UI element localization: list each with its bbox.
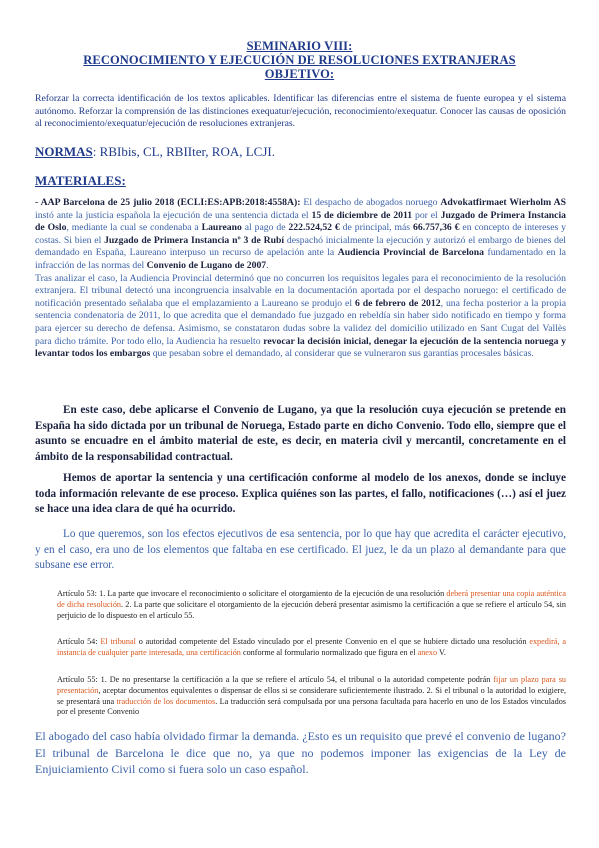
case-citation: - AAP Barcelona de 25 julio 2018 (ECLI:ES:APB:2018:4558A): [35,197,301,208]
normas-text: : RBIbis, CL, RBIIter, ROA, LCJI. [92,144,275,159]
normas-line [35,144,275,160]
normas-label: NORMAS [35,144,93,159]
materiales-label: MATERIALES: [35,173,126,188]
objective-text: Reforzar la correcta identificación de los textos aplicables. Identificar las diferencias entre el sistema de fuente europea y el sistema autónomo. Reforzar la comprensión de las distinciones exequatur/ejecución, reconocimiento/exequatur. Conocer las causas de oposición al reconocimiento/exequatur/ejecución de resoluciones extranjeras. [35,93,566,130]
answer-certificate: Hemos de aportar la sentencia y una certificación conforme al modelo de los anexos, donde se incluye toda información relevante de ese proceso. Explica quiénes son las partes, el fallo, notificaciones (…) así el juez se hace una idea clara de qué ha ocurrido. [35,472,566,515]
closing-paragraph: El abogado del caso había olvidado firmar la demanda. ¿Esto es un requisito que prevé el convenio de lugano? El tribunal de Barcelona le dice que no, ya que no podemos imponer las exigencias de la Ley de Enjuiciamiento Civil como si fuera solo un caso español. [35,729,566,776]
case-paragraph-2: Tras analizar el caso, la Audiencia Provincial determinó que no concurren los requisitos legales para el reconocimiento de la resolución extranjera. El tribunal detectó una incongruencia insalvable en la documentación aportada por el despacho noruego: el certificado de notificación presentado señalaba que el emplazamiento a Laureano se produjo el 6 de febrero de 2012, una fecha posterior a la propia sentencia condenatoria de 2011, lo que acredita que el demandado fue juzgado en rebeldía sin haber sido notificado en tiempo y forma para ejercer su derecho de defensa. Asimismo, se constataron dudas sobre la validez del domicilio utilizado en Sant Cugat del Vallès para dicho trámite. Por todo ello, la Audiencia ha resuelto revocar la decisión inicial, denegar la ejecución de la sentencia noruega y levantar todos los embargos que pesaban sobre el demandado, al considerar que se vulneraron sus garantías procesales básicas. [35,272,566,360]
objective-heading: OBJETIVO: [264,67,335,81]
article-54: Artículo 54: El tribunal o autoridad competente del Estado vinculado por el presente Convenio en el que se hubiere dictado una resolución expedirá, a instancia de cualquier parte interesada, una certificación conforme al formulario normalizado que figura en el anexo V. [57,637,566,657]
case-paragraph-1: - AAP Barcelona de 25 julio 2018 (ECLI:ES:APB:2018:4558A): El despacho de abogados noruego Advokatfirmaet Wierholm AS instó ante la justicia española la ejecución de una sentencia dictada el 15 de diciembre de 2011 por el Juzgado de Primera Instancia de Oslo, mediante la cual se condenaba a Laureano al pago de 222.524,52 € de principal, más 66.757,36 € en concepto de intereses y costas. Si bien el Juzgado de Primera Instancia nº 3 de Rubí despachó inicialmente la ejecución y autorizó el embargo de bienes del demandado en España, Laureano interpuso un recurso de apelación ante la Audiencia Provincial de Barcelona fundamentado en la infracción de las normas del Convenio de Lugano de 2007. [35,197,567,271]
case-summary [35,197,566,361]
answer-executive-effects: Lo que queremos, son los efectos ejecutivos de esa sentencia, por lo que hay que acredita el carácter ejecutivo, y en el caso, era uno de los elementos que faltaba en ese certificado. El juez, le da un plazo al demandante para que subsane ese error. [35,528,566,571]
seminar-title: SEMINARIO VIII: [246,39,353,53]
answer-lugano: En este caso, debe aplicarse el Convenio de Lugano, ya que la resolución cuya ejecución se pretende en España ha sido dictada por un tribunal de Noruega, Estado parte en dicho Convenio. Todo ello, siempre que el asunto se encuadre en el ámbito material de este, es decir, en materia civil y mercantil, concretamente en el ámbito de la responsabilidad contractual. [35,404,566,463]
materiales-heading [35,173,126,189]
article-53: Artículo 53: 1. La parte que invocare el reconocimiento o solicitare el otorgamiento de la ejecución de una resolución deberá presentar una copia auténtica de dicha resolución. 2. La parte que solicitare el otorgamiento de la ejecución deberá presentar asimismo la certificación a que se refiere el artículo 54, sin perjuicio de lo dispuesto en el artículo 55. [57,589,567,620]
seminar-subtitle: RECONOCIMIENTO Y EJECUCIÓN DE RESOLUCIONES EXTRANJERAS [83,53,516,67]
article-55: Artículo 55: 1. De no presentarse la certificación a la que se refiere el artículo 54, el tribunal o la autoridad competente podrán fijar un plazo para su presentación, aceptar documentos equivalentes o dispensar de ellos si se considerare suficientemente ilustrado. 2. Si el tribunal o la autoridad lo exigiere, se presentará una traducción de los documentos. La traducción será compulsada por una persona facultada para hacerlo en uno de los Estados vinculados por el presente Convenio [57,675,566,717]
